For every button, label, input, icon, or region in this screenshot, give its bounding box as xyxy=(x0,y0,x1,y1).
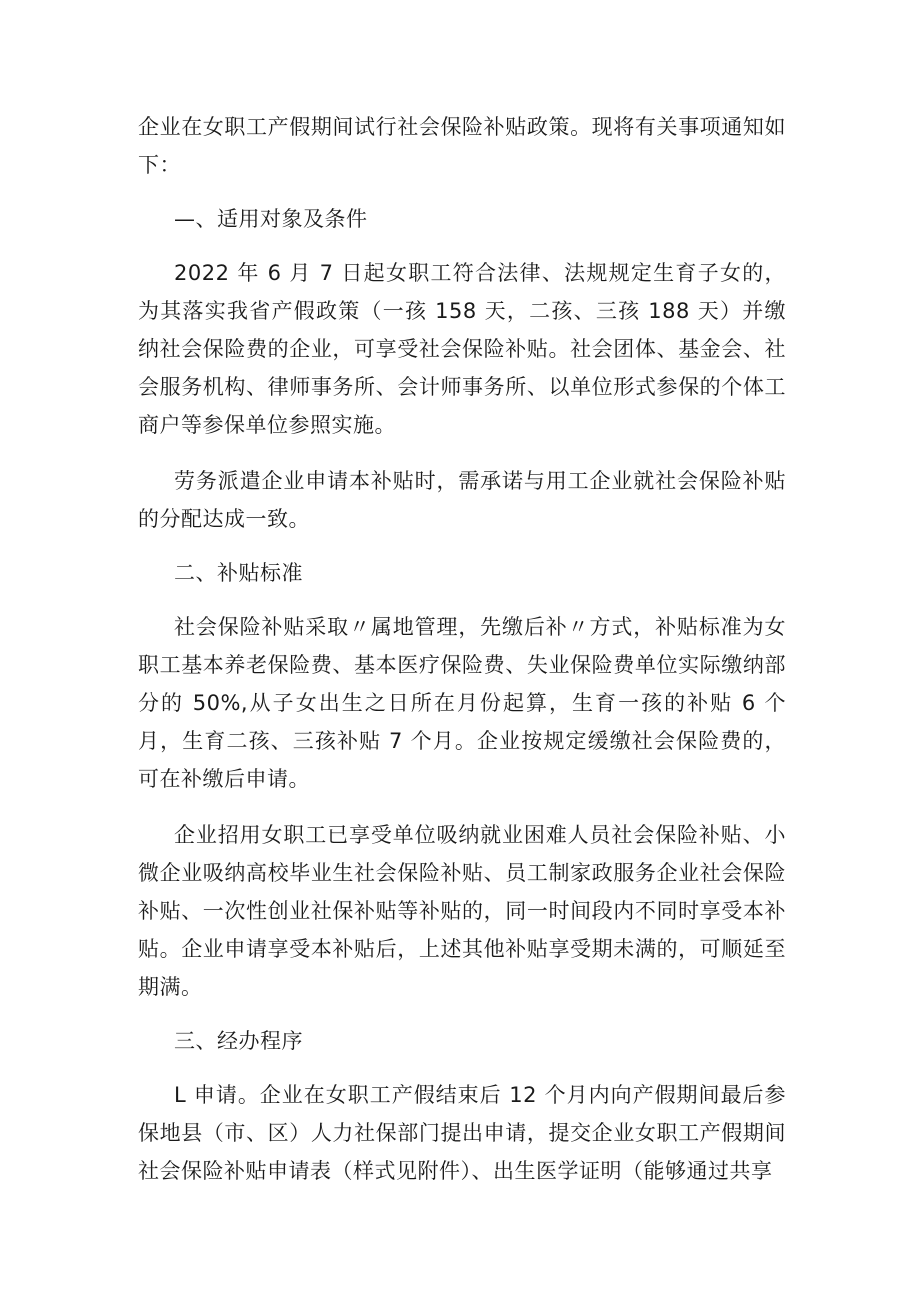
intro-paragraph: 企业在女职工产假期间试行社会保险补贴政策。现将有关事项通知如下： xyxy=(138,115,786,177)
body-paragraph-1: 2022 年 6 月 7 日起女职工符合法律、法规规定生育子女的，为其落实我省产假政策（一孩 158 天，二孩、三孩 188 天）并缴纳社会保险费的企业，可享受社会保险补贴。社会团体、基金会、社会服务机构、律师事务所、会计师事务所、以单位形式参保的个体工商户等参保单位参照实施。 xyxy=(138,261,786,437)
body-paragraph-4: 企业招用女职工已享受单位吸纳就业困难人员社会保险补贴、小微企业吸纳高校毕业生社会保险补贴、员工制家政服务企业社会保险补贴、一次性创业社保补贴等补贴的，同一时间段内不同时享受本补贴。企业申请享受本补贴后，上述其他补贴享受期未满的，可顺延至期满。 xyxy=(138,823,786,999)
section-heading-2: 二、补贴标准 xyxy=(174,561,303,585)
document-page xyxy=(138,108,786,1190)
section-heading-1: —、适用对象及条件 xyxy=(174,207,368,231)
body-paragraph-2: 劳务派遣企业申请本补贴时，需承诺与用工企业就社会保险补贴的分配达成一致。 xyxy=(138,469,786,531)
section-heading-3: 三、经办程序 xyxy=(174,1029,303,1053)
body-paragraph-5: L 申请。企业在女职工产假结束后 12 个月内向产假期间最后参保地县（市、区）人力社保部门提出申请，提交企业女职工产假期间社会保险补贴申请表（样式见附件）、出生医学证明（能够通过共享 xyxy=(138,1083,786,1183)
body-paragraph-3: 社会保险补贴采取〃属地管理，先缴后补〃方式，补贴标准为女职工基本养老保险费、基本医疗保险费、失业保险费单位实际缴纳部分的 50%,从子女出生之日所在月份起算，生育一孩的补贴 6 个月，生育二孩、三孩补贴 7 个月。企业按规定缓缴社会保险费的，可在补缴后申请。 xyxy=(138,615,786,791)
